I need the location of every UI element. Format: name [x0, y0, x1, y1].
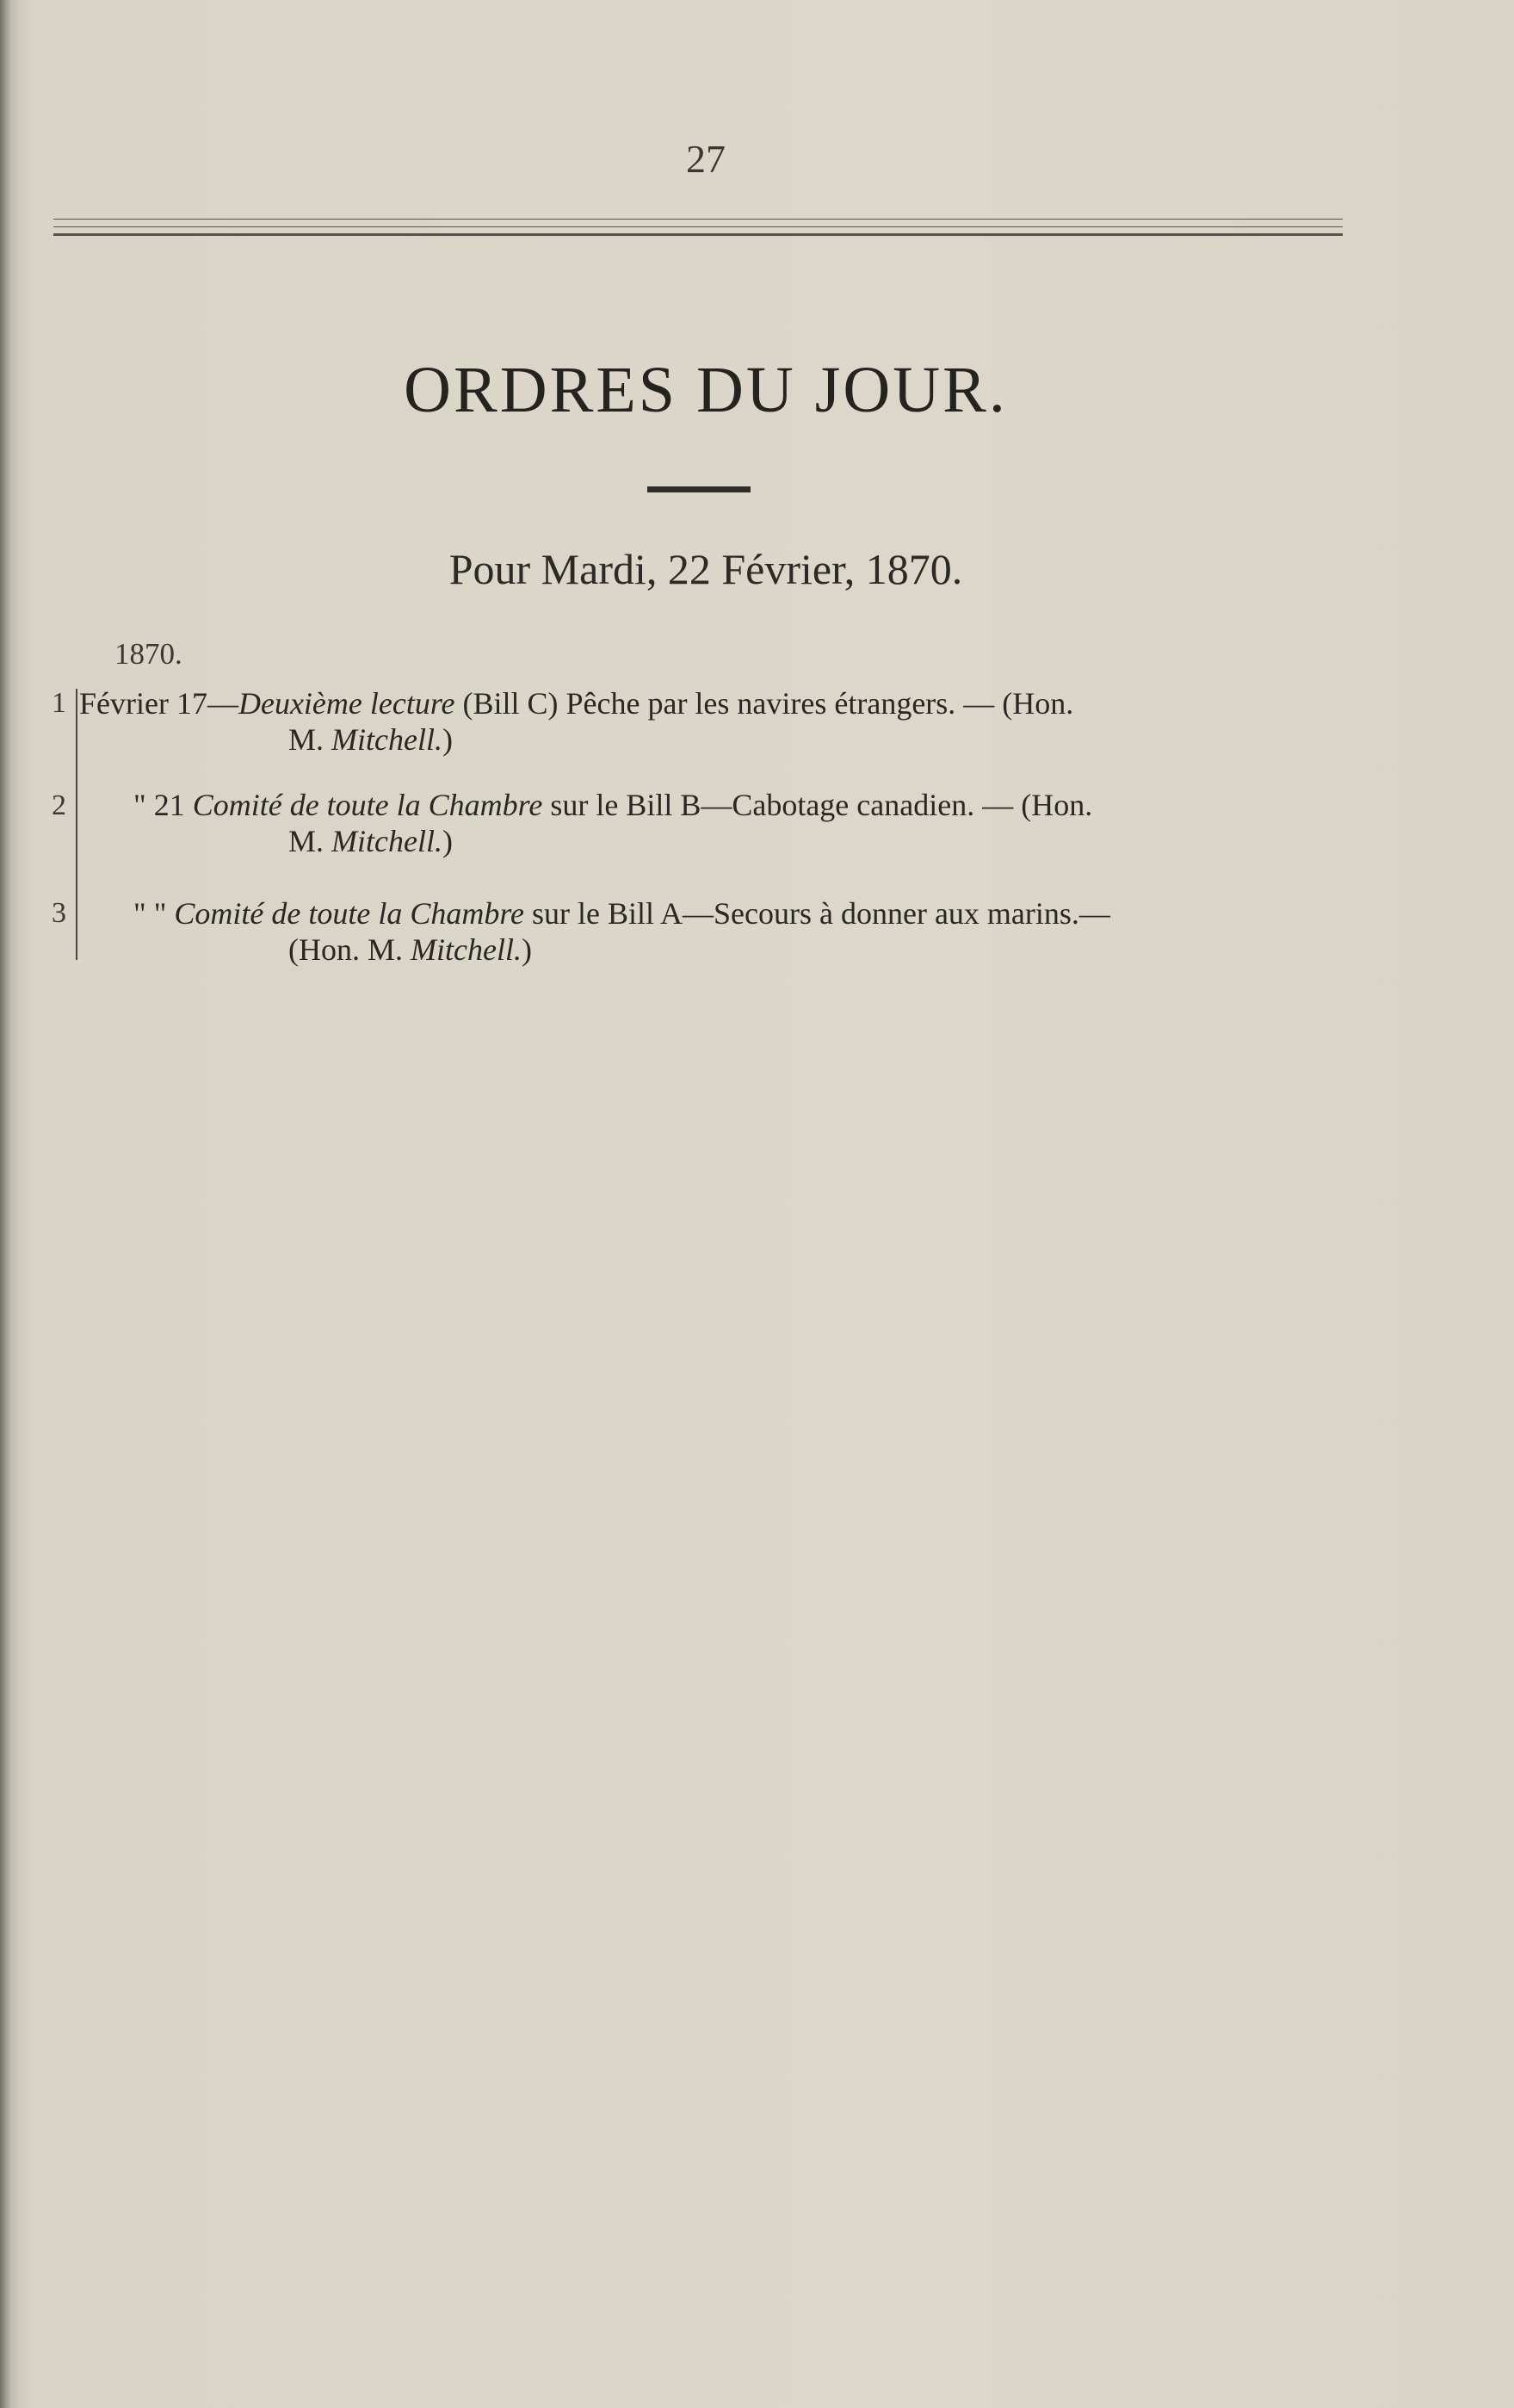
entry-date: " " [133, 896, 175, 931]
page-title: ORDRES DU JOUR. [404, 354, 1008, 426]
entry-reading: Comité de toute la Chambre [174, 896, 525, 931]
entry-mover: Mitchell. [411, 932, 522, 967]
entry-line2-prefix: M. [288, 722, 332, 757]
header-rule-thick [53, 233, 1343, 236]
header-rule-thin [53, 219, 1343, 220]
entry-number: 1 [52, 687, 66, 719]
header-rule-thin [53, 226, 1343, 227]
entry-date: Février 17— [79, 686, 238, 721]
title-divider [647, 486, 751, 492]
page-number: 27 [686, 137, 726, 181]
entry-line-1 [79, 685, 1348, 721]
entry-mover: Mitchell. [331, 722, 442, 757]
entry-number: 3 [52, 897, 66, 929]
entry-text: (Bill C) Pêche par les navires étrangers. — (Hon. [454, 686, 1074, 721]
entry-line2-suffix: ) [442, 722, 453, 757]
entry-line-2 [288, 932, 532, 968]
entry-text: sur le Bill A—Secours à donner aux marins.— [524, 896, 1110, 931]
entry-line2-prefix: (Hon. M. [288, 932, 411, 967]
entry-number: 2 [52, 789, 66, 821]
entry-mover: Mitchell. [331, 824, 442, 858]
entry-line-1 [133, 787, 1348, 823]
entry-line-1 [133, 895, 1348, 932]
margin-rule [76, 689, 77, 930]
entry-date: " 21 [133, 788, 193, 822]
entry-line-2 [288, 823, 453, 859]
entry-line2-suffix: ) [521, 932, 532, 967]
entry-line2-prefix: M. [288, 824, 332, 858]
entry-reading: Comité de toute la Chambre [192, 788, 543, 822]
margin-rule [76, 895, 77, 960]
page-subtitle: Pour Mardi, 22 Février, 1870. [448, 545, 963, 593]
entry-line2-suffix: ) [442, 824, 453, 858]
year-column-header: 1870. [114, 637, 182, 671]
entry-reading: Deuxième lecture [238, 686, 455, 721]
entry-text: sur le Bill B—Cabotage canadien. — (Hon. [542, 788, 1093, 822]
entry-line-2 [288, 721, 453, 758]
